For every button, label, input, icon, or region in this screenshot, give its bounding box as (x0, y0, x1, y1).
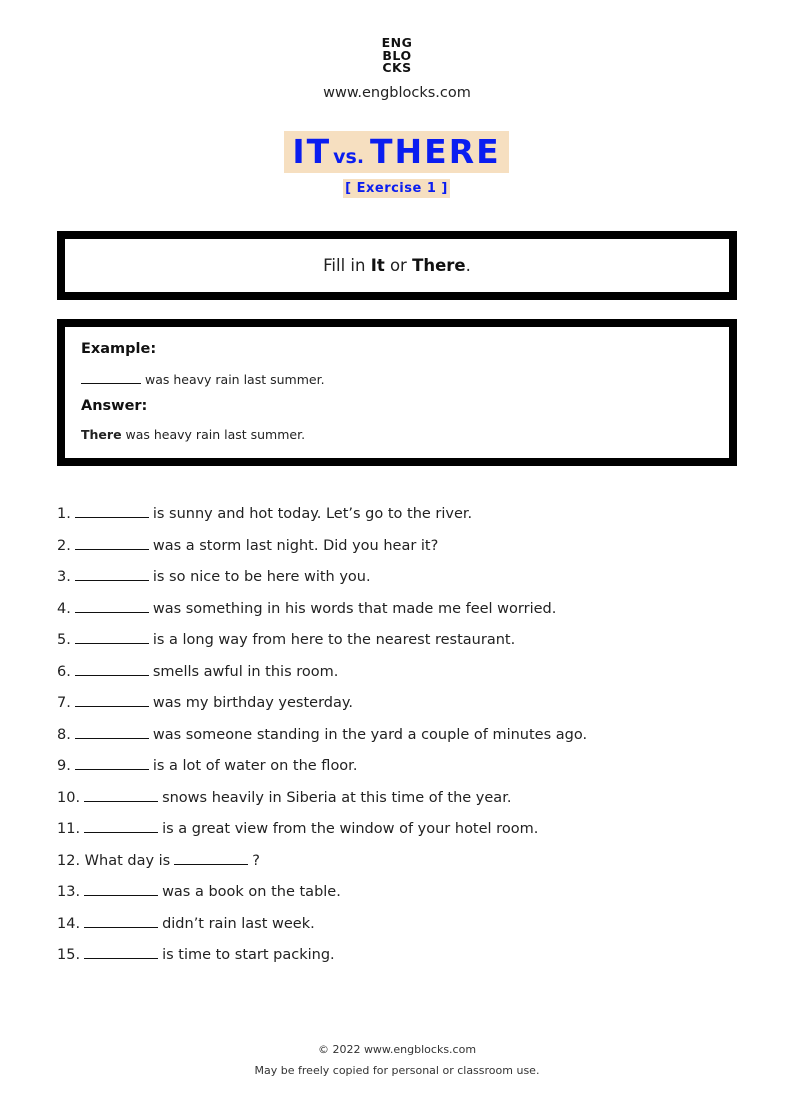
answer-blank[interactable] (75, 661, 149, 676)
answer-blank[interactable] (75, 692, 149, 707)
answer-word: There (81, 427, 122, 442)
item-text: is sunny and hot today. Let’s go to the river. (152, 506, 473, 522)
item-number: 12. (57, 852, 81, 869)
answer-blank[interactable] (84, 818, 158, 833)
title-there: THERE (370, 132, 501, 171)
item-number: 2. (57, 537, 71, 554)
item-number: 7. (57, 695, 71, 711)
instruction-suffix: . (465, 256, 471, 275)
instruction-box (57, 231, 737, 300)
exercise-item (57, 597, 587, 629)
item-number: 4. (57, 600, 71, 617)
item-text: was a storm last night. Did you hear it? (152, 537, 439, 554)
logo-line-1: ENG (381, 35, 413, 50)
footer-copyright: © 2022 www.engblocks.com (317, 1043, 477, 1056)
exercise-item (57, 660, 587, 692)
instruction-middle: or (384, 256, 413, 275)
item-number: 8. (57, 726, 71, 743)
answer-blank[interactable] (75, 503, 149, 518)
answer-blank[interactable] (75, 566, 149, 581)
exercise-item (57, 786, 587, 818)
logo-line-2: BLO (382, 47, 412, 63)
item-text: didn’t rain last week. (162, 915, 315, 932)
item-text: is so nice to be here with you. (152, 569, 371, 585)
example-sentence: was heavy rain last summer. (145, 372, 325, 387)
exercise-item (57, 754, 587, 786)
instruction-word-there: There (412, 256, 466, 275)
answer-blank[interactable] (75, 629, 149, 644)
answer-sentence: was heavy rain last summer. (121, 427, 306, 442)
answer-blank[interactable] (75, 755, 149, 770)
exercise-item (57, 817, 587, 849)
exercise-item (57, 691, 587, 723)
answer-sentence-line (81, 427, 305, 442)
answer-blank[interactable] (75, 535, 149, 550)
item-text: was my birthday yesterday. (152, 695, 353, 711)
item-number: 11. (57, 821, 81, 837)
item-text: is a lot of water on the floor. (152, 758, 358, 774)
exercise-item (57, 880, 587, 912)
answer-label: Answer: (81, 398, 148, 414)
title-vs: vs. (333, 146, 365, 168)
item-text: smells awful in this room. (152, 663, 339, 680)
answer-blank[interactable] (84, 913, 158, 928)
exercise-item (57, 565, 587, 597)
website-url[interactable]: www.engblocks.com (323, 85, 471, 101)
example-label: Example: (81, 341, 157, 357)
worksheet-title (284, 131, 509, 173)
instruction-prefix: Fill in (323, 256, 371, 275)
exercise-item (57, 502, 587, 534)
item-text: snows heavily in Siberia at this time of the year. (162, 789, 512, 806)
exercise-item (57, 943, 587, 975)
exercise-item (57, 849, 587, 881)
instruction-word-it: It (370, 256, 385, 275)
item-number: 13. (57, 884, 81, 900)
item-number: 3. (57, 569, 71, 585)
title-it: IT (292, 132, 332, 171)
answer-blank[interactable] (84, 881, 158, 896)
answer-blank[interactable] (84, 787, 158, 802)
footer-license: May be freely copied for personal or classroom use. (254, 1064, 540, 1077)
item-text: was something in his words that made me feel worried. (152, 600, 557, 617)
item-text: was someone standing in the yard a couple of minutes ago. (152, 726, 588, 743)
example-blank (81, 371, 141, 384)
exercise-subtitle: [ Exercise 1 ] (343, 179, 450, 198)
item-text: was a book on the table. (162, 884, 341, 900)
item-number: 6. (57, 663, 71, 680)
item-pre-text: What day is (84, 852, 171, 869)
exercise-item (57, 534, 587, 566)
exercise-list (57, 502, 587, 975)
example-box (57, 319, 737, 466)
exercise-item (57, 912, 587, 944)
item-number: 5. (57, 632, 71, 648)
answer-blank[interactable] (75, 598, 149, 613)
exercise-item (57, 723, 587, 755)
item-number: 14. (57, 915, 81, 932)
item-text: ? (252, 852, 260, 869)
engblocks-logo (0, 37, 794, 75)
answer-blank[interactable] (75, 724, 149, 739)
item-number: 10. (57, 789, 81, 806)
item-text: is a great view from the window of your hotel room. (162, 821, 539, 837)
example-sentence-line (81, 371, 325, 387)
exercise-item (57, 628, 587, 660)
answer-blank[interactable] (84, 944, 158, 959)
item-number: 9. (57, 758, 71, 774)
logo-line-3: CKS (382, 60, 412, 75)
item-text: is a long way from here to the nearest restaurant. (152, 632, 516, 648)
item-number: 1. (57, 506, 71, 522)
item-text: is time to start packing. (162, 947, 335, 963)
answer-blank[interactable] (174, 850, 248, 865)
item-number: 15. (57, 947, 81, 963)
